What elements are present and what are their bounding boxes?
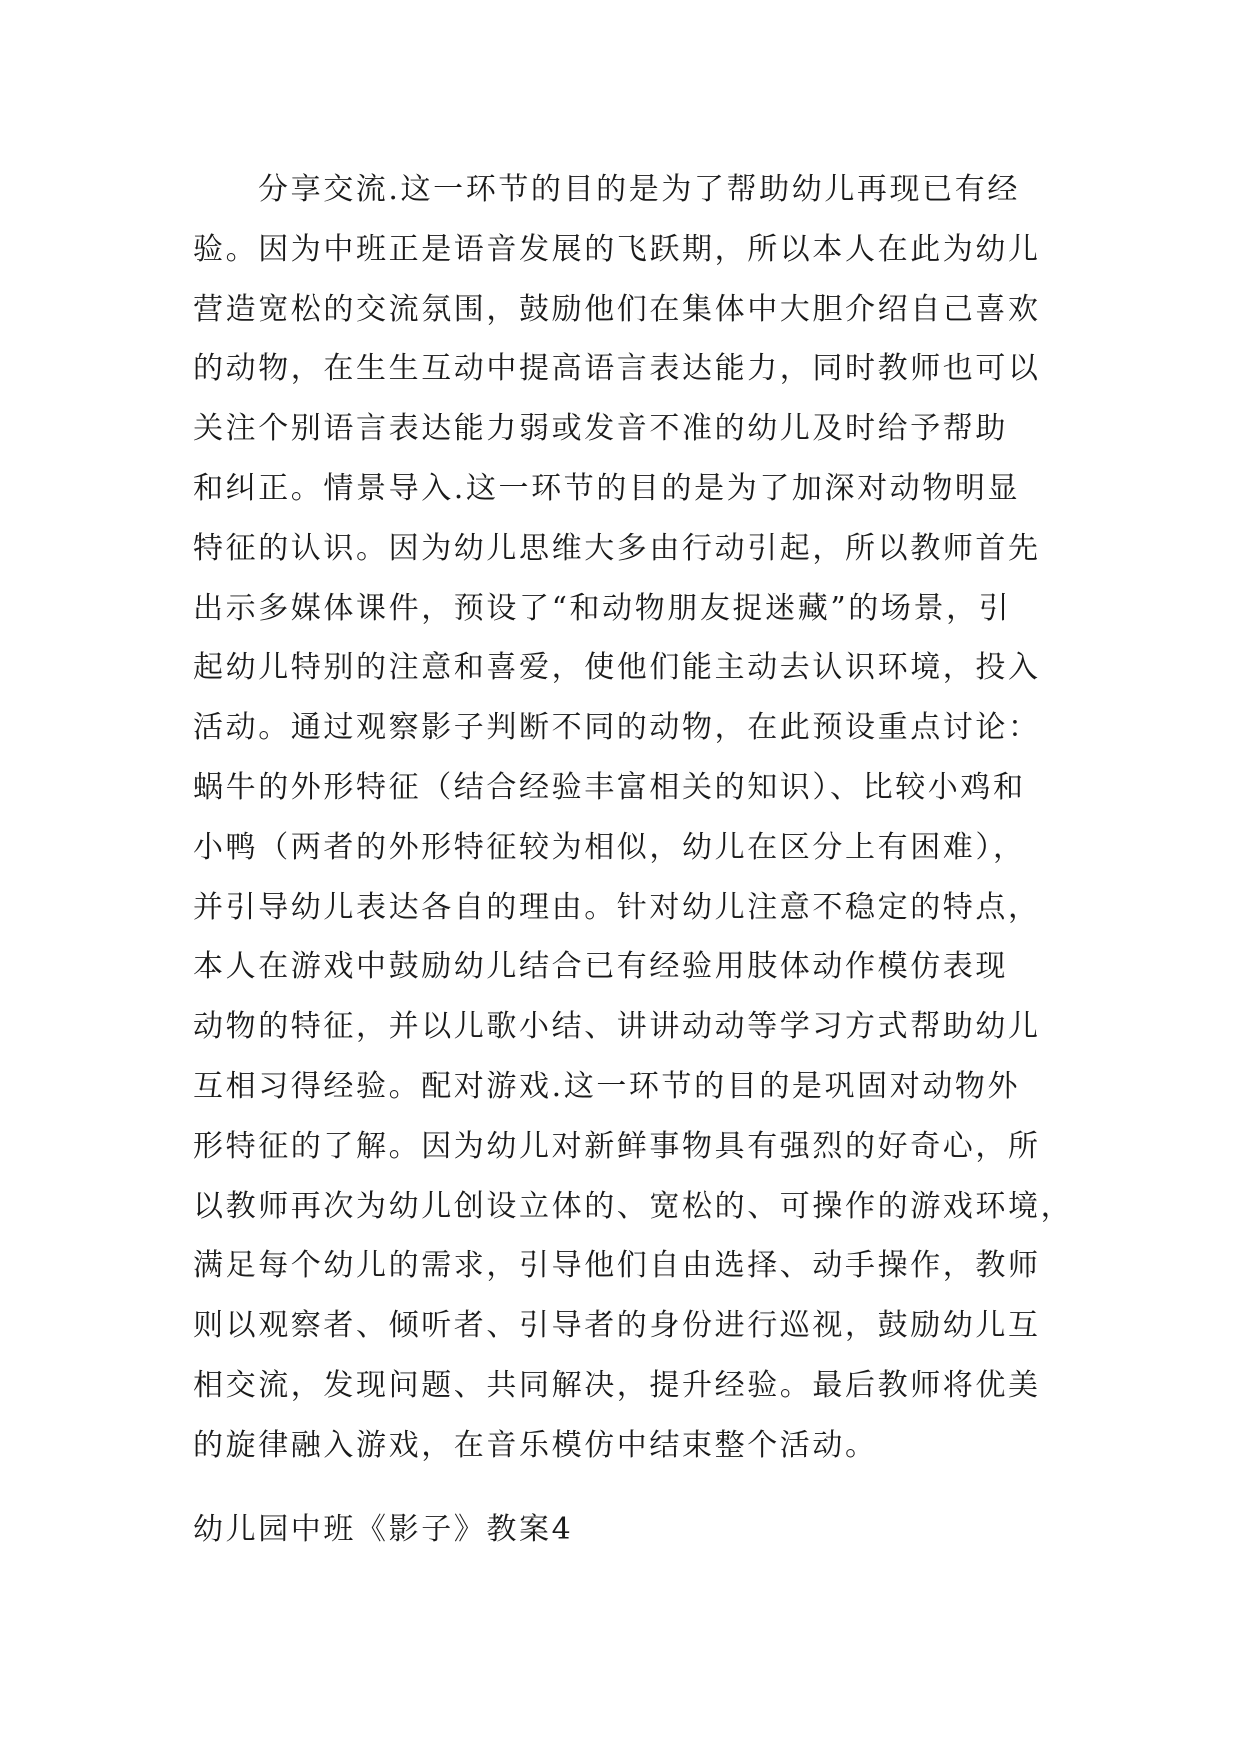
- paragraph-line: 相交流，发现问题、共同解决，提升经验。最后教师将优美: [193, 1367, 1041, 1403]
- paragraph-line: 分享交流.这一环节的目的是为了帮助幼儿再现已有经: [258, 172, 1020, 207]
- paragraph-line: 以教师再次为幼儿创设立体的、宽松的、可操作的游戏环境，: [193, 1188, 1074, 1224]
- section-heading: 幼儿园中班《影子》教案4: [193, 1512, 574, 1547]
- paragraph-line: 营造宽松的交流氛围，鼓励他们在集体中大胆介绍自己喜欢: [193, 291, 1041, 327]
- paragraph-line: 互相习得经验。配对游戏.这一环节的目的是巩固对动物外: [193, 1068, 1021, 1104]
- paragraph-line: 活动。通过观察影子判断不同的动物，在此预设重点讨论：: [193, 710, 1041, 746]
- paragraph-line: 小鸭（两者的外形特征较为相似，幼儿在区分上有困难），: [193, 829, 1026, 865]
- paragraph-line: 出示多媒体课件，预设了“和动物朋友捉迷藏”的场景，引: [193, 590, 1012, 626]
- paragraph-line: 的旋律融入游戏，在音乐模仿中结束整个活动。: [193, 1427, 878, 1463]
- paragraph-line: 特征的认识。因为幼儿思维大多由行动引起，所以教师首先: [193, 530, 1041, 566]
- paragraph-line: 蜗牛的外形特征（结合经验丰富相关的知识）、比较小鸡和: [193, 769, 1026, 805]
- paragraph-line: 并引导幼儿表达各自的理由。针对幼儿注意不稳定的特点，: [193, 889, 1041, 925]
- paragraph-line: 本人在游戏中鼓励幼儿结合已有经验用肢体动作模仿表现: [193, 949, 1008, 985]
- paragraph-line: 满足每个幼儿的需求，引导他们自由选择、动手操作，教师: [193, 1248, 1041, 1284]
- paragraph-line: 形特征的了解。因为幼儿对新鲜事物具有强烈的好奇心，所: [193, 1128, 1041, 1164]
- paragraph-line: 验。因为中班正是语音发展的飞跃期，所以本人在此为幼儿: [193, 231, 1041, 267]
- paragraph-line: 起幼儿特别的注意和喜爱，使他们能主动去认识环境，投入: [193, 650, 1041, 686]
- paragraph-line: 则以观察者、倾听者、引导者的身份进行巡视，鼓励幼儿互: [193, 1308, 1041, 1344]
- paragraph-line: 和纠正。情景导入.这一环节的目的是为了加深对动物明显: [193, 470, 1021, 506]
- body-paragraph: [193, 160, 1074, 1476]
- paragraph-line: 的动物，在生生互动中提高语言表达能力，同时教师也可以: [193, 351, 1041, 387]
- paragraph-line: 关注个别语言表达能力弱或发音不准的幼儿及时给予帮助: [193, 411, 1008, 447]
- paragraph-line: 动物的特征，并以儿歌小结、讲讲动动等学习方式帮助幼儿: [193, 1009, 1041, 1045]
